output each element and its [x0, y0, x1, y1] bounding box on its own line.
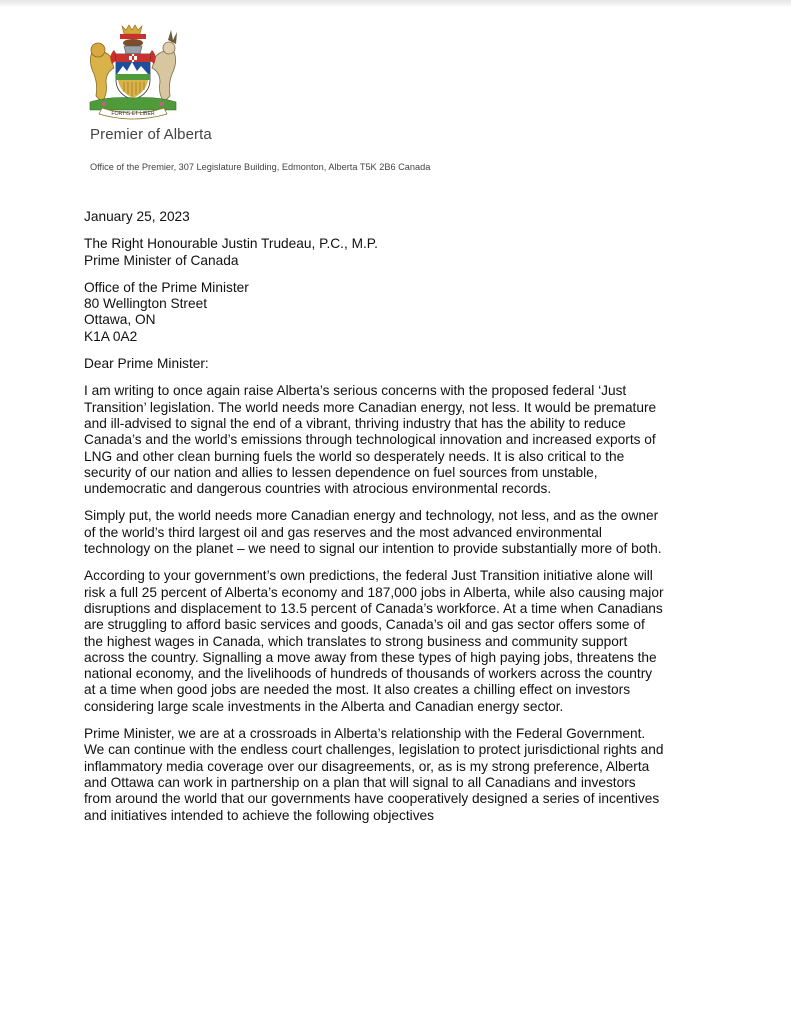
crest-motto: FORTIS ET LIBER [111, 111, 155, 117]
letter-date: January 25, 2023 [84, 209, 190, 224]
text-line: national economy, and the livelihoods of hundreds of thousands of workers across the country [84, 666, 653, 682]
text-line: security of our nation and allies to lessen dependence on fuel sources from unstable, [84, 464, 598, 480]
text-line: considering large scale investments in the Alberta and Canadian energy sector. [84, 698, 564, 714]
text-line: undemocratic and dangerous countries with atrocious environmental records. [84, 481, 552, 497]
text-line: I am writing to once again raise Alberta’s serious concerns with the proposed federal ‘Just [84, 383, 627, 399]
address-line: 80 Wellington Street [84, 296, 208, 312]
text-line: across the country. Signalling a move away from these types of high paying jobs, threatens the [84, 649, 657, 665]
text-line: of the world’s third largest oil and gas reserves and the most advanced environmental [84, 524, 602, 540]
text-line: LNG and other clean burning fuels the world so desperately needs. It is also critical to the [84, 448, 625, 464]
text-line: Prime Minister, we are at a crossroads in Alberta’s relationship with the Federal Government. [84, 726, 646, 742]
text-line: We can continue with the endless court challenges, legislation to protect jurisdictional rights and [84, 742, 664, 758]
address-line: K1A 0A2 [84, 328, 138, 344]
text-line: inflammatory media coverage over our disagreements, or, as is my strong preference, Alberta [84, 758, 650, 774]
paragraph-2 [84, 508, 724, 557]
paragraph-4 [84, 726, 724, 824]
recipient-block [84, 236, 724, 269]
text-line: and ill-advised to signal the end of a vibrant, thriving industry that has the ability to reduce [84, 415, 626, 431]
address-line: Ottawa, ON [84, 312, 156, 328]
text-line: risk a full 25 percent of Alberta’s economy and 187,000 jobs in Alberta, while also causing major [84, 584, 664, 600]
text-line: from around the world that our governments have cooperatively designed a series of incentives [84, 791, 660, 807]
alberta-coat-of-arms [84, 22, 182, 122]
paragraph-3 [84, 568, 724, 715]
page-top-edge [0, 0, 791, 6]
text-line: technology on the planet – we need to signal our intention to provide substantially more of both. [84, 541, 662, 557]
text-line: and initiatives intended to achieve the following objectives [84, 807, 435, 823]
address-block [84, 280, 724, 345]
text-line: Transition’ legislation. The world needs more Canadian energy, not less. It would be premature [84, 399, 657, 415]
text-line: are struggling to afford basic services and goods, Canada’s oil and gas sector offers some of [84, 617, 645, 633]
text-line: Simply put, the world needs more Canadian energy and technology, not less, and as the owner [84, 508, 659, 524]
letterhead-address: Office of the Premier, 307 Legislature Building, Edmonton, Alberta T5K 2B6 Canada [90, 162, 431, 172]
text-line: the highest wages in Canada, which translates to strong business and community support [84, 633, 628, 649]
letterhead-title: Premier of Alberta [90, 126, 212, 143]
text-line: disruptions and displacement to 13.5 percent of Canada’s workforce. At a time when Canadians [84, 600, 663, 616]
text-line: Canada’s and the world’s emissions through technological innovation and increased exports of [84, 432, 656, 448]
letter-body [84, 209, 724, 835]
recipient-line: The Right Honourable Justin Trudeau, P.C., M.P. [84, 236, 378, 252]
address-line: Office of the Prime Minister [84, 279, 249, 295]
text-line: at a time when good jobs are needed the most. It also creates a chilling effect on investors [84, 682, 631, 698]
recipient-line: Prime Minister of Canada [84, 252, 239, 268]
text-line: and Ottawa can work in partnership on a plan that will signal to all Canadians and investors [84, 774, 636, 790]
text-line: According to your government’s own predictions, the federal Just Transition initiative alone will [84, 568, 653, 584]
salutation: Dear Prime Minister: [84, 356, 209, 372]
paragraph-1 [84, 383, 724, 497]
